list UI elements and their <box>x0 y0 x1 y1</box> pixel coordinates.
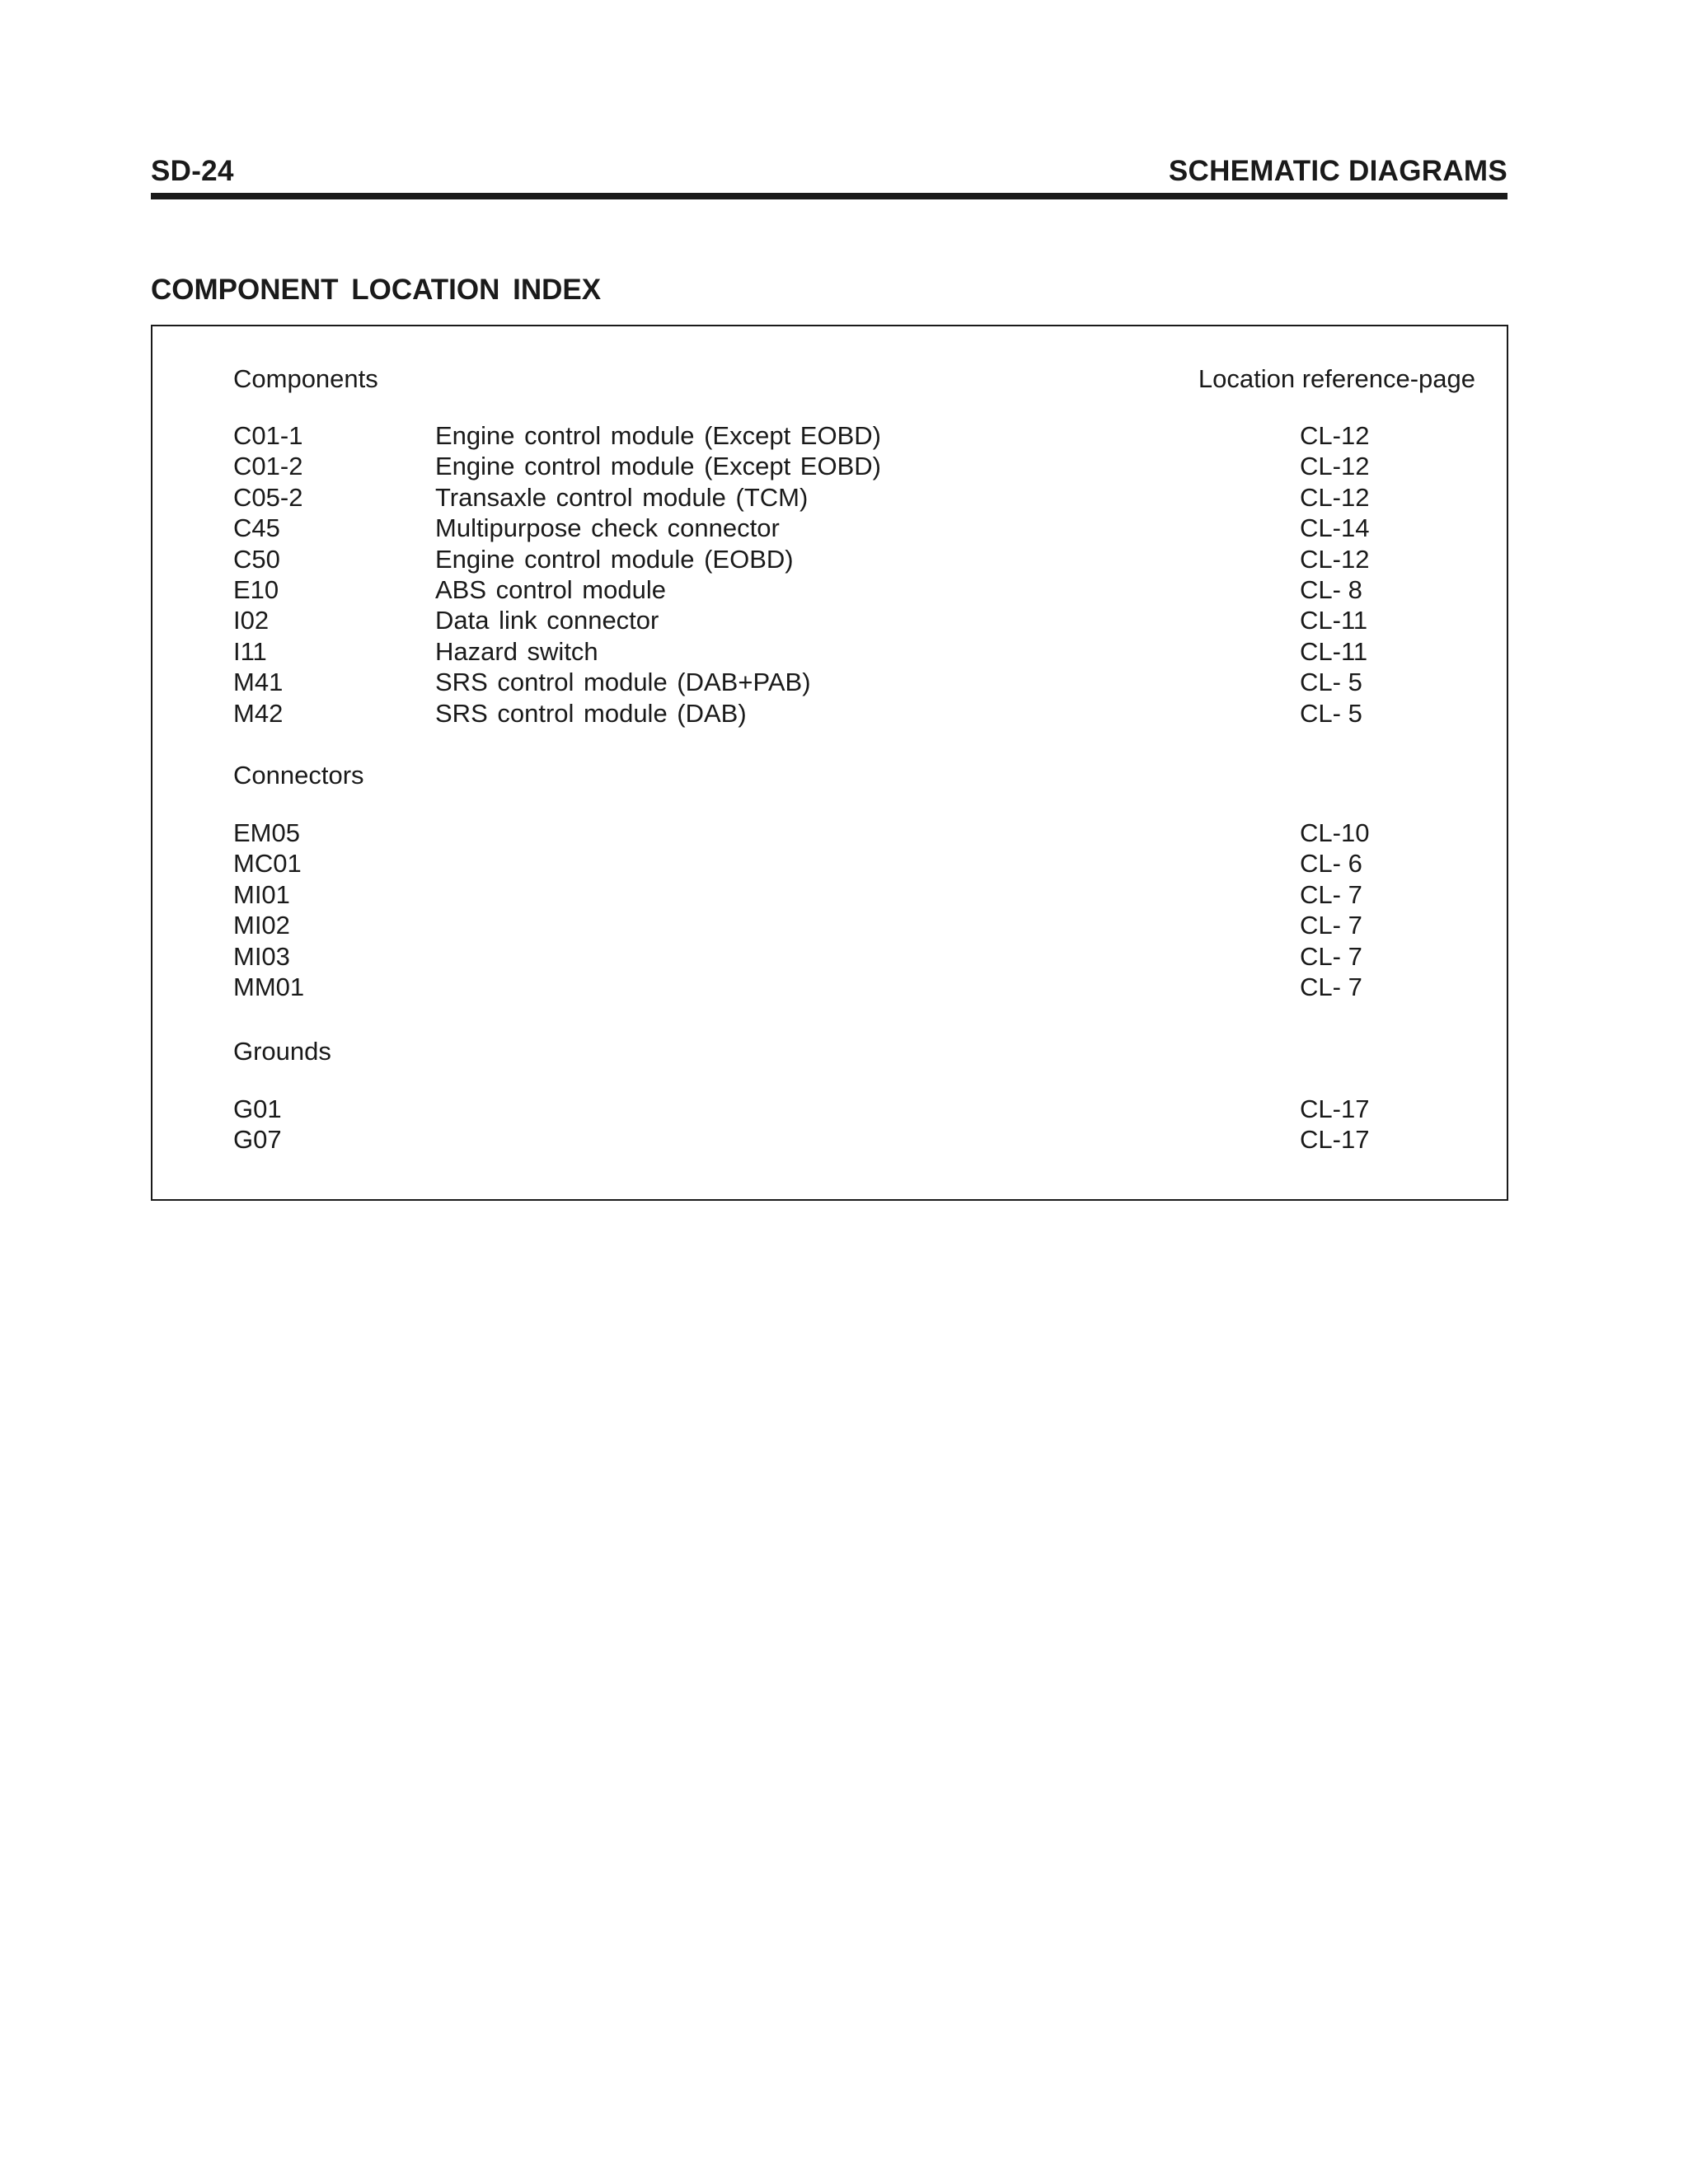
item-code: I11 <box>233 636 267 666</box>
connector-row <box>152 879 1507 910</box>
item-description: ABS control module <box>435 574 666 604</box>
item-reference-page: CL-12 <box>1300 544 1370 574</box>
ground-row <box>152 1094 1507 1124</box>
item-code: EM05 <box>233 818 300 847</box>
item-code: C05-2 <box>233 482 303 512</box>
item-description: Data link connector <box>435 606 659 635</box>
item-description: SRS control module (DAB) <box>435 698 747 728</box>
ground-row <box>152 1124 1507 1155</box>
item-description: SRS control module (DAB+PAB) <box>435 668 811 697</box>
item-reference-page: CL-12 <box>1300 452 1370 481</box>
component-row <box>152 513 1507 543</box>
item-reference-page: CL-12 <box>1300 421 1370 450</box>
item-code: MM01 <box>233 972 305 1001</box>
location-reference-column-header: Location reference-page <box>1198 364 1475 393</box>
connector-row <box>152 941 1507 972</box>
component-row <box>152 420 1507 451</box>
item-code: I02 <box>233 606 270 635</box>
item-description: Engine control module (EOBD) <box>435 544 794 574</box>
connector-row <box>152 910 1507 940</box>
item-code: G07 <box>233 1125 282 1155</box>
page-header <box>151 155 1507 188</box>
component-row <box>152 451 1507 481</box>
item-reference-page: CL-12 <box>1300 482 1370 512</box>
page-title: COMPONENT LOCATION INDEX <box>151 274 602 306</box>
item-reference-page: CL-14 <box>1300 513 1370 543</box>
connectors-heading: Connectors <box>233 761 364 790</box>
component-index-table <box>151 325 1508 1201</box>
components-column-header: Components <box>233 364 378 393</box>
item-description: Engine control module (Except EOBD) <box>435 452 881 481</box>
section-name: SCHEMATIC DIAGRAMS <box>1168 155 1507 187</box>
item-reference-page: CL- 5 <box>1300 668 1362 697</box>
header-rule <box>151 193 1507 199</box>
item-code: M41 <box>233 668 284 697</box>
component-row <box>152 698 1507 729</box>
item-reference-page: CL- 6 <box>1300 849 1362 879</box>
component-row <box>152 636 1507 667</box>
component-row <box>152 544 1507 574</box>
item-description: Hazard switch <box>435 636 598 666</box>
connector-row <box>152 848 1507 879</box>
item-code: MI01 <box>233 879 290 909</box>
components-list <box>152 420 1507 729</box>
item-reference-page: CL-11 <box>1300 606 1368 635</box>
component-row <box>152 482 1507 513</box>
item-reference-page: CL-17 <box>1300 1125 1370 1155</box>
item-description: Transaxle control module (TCM) <box>435 482 809 512</box>
grounds-heading: Grounds <box>233 1037 331 1066</box>
item-description: Multipurpose check connector <box>435 513 780 543</box>
item-reference-page: CL- 8 <box>1300 574 1362 604</box>
item-code: E10 <box>233 574 279 604</box>
item-code: M42 <box>233 698 284 728</box>
item-reference-page: CL-11 <box>1300 636 1368 666</box>
item-code: MI03 <box>233 941 290 971</box>
item-reference-page: CL- 7 <box>1300 879 1362 909</box>
component-row <box>152 605 1507 635</box>
connectors-list <box>152 818 1507 1002</box>
item-code: C01-1 <box>233 421 303 450</box>
item-reference-page: CL- 7 <box>1300 911 1362 940</box>
component-row <box>152 574 1507 605</box>
connector-row <box>152 972 1507 1002</box>
item-code: G01 <box>233 1094 282 1123</box>
item-reference-page: CL- 7 <box>1300 941 1362 971</box>
item-code: MI02 <box>233 911 290 940</box>
grounds-list <box>152 1094 1507 1155</box>
item-code: C01-2 <box>233 452 303 481</box>
item-code: C45 <box>233 513 280 543</box>
item-code: C50 <box>233 544 280 574</box>
item-reference-page: CL- 5 <box>1300 698 1362 728</box>
component-row <box>152 667 1507 697</box>
item-code: MC01 <box>233 849 302 879</box>
connector-row <box>152 818 1507 848</box>
item-reference-page: CL-17 <box>1300 1094 1370 1123</box>
item-reference-page: CL- 7 <box>1300 972 1362 1001</box>
page-number: SD-24 <box>151 155 234 187</box>
item-description: Engine control module (Except EOBD) <box>435 421 881 450</box>
item-reference-page: CL-10 <box>1300 818 1370 847</box>
